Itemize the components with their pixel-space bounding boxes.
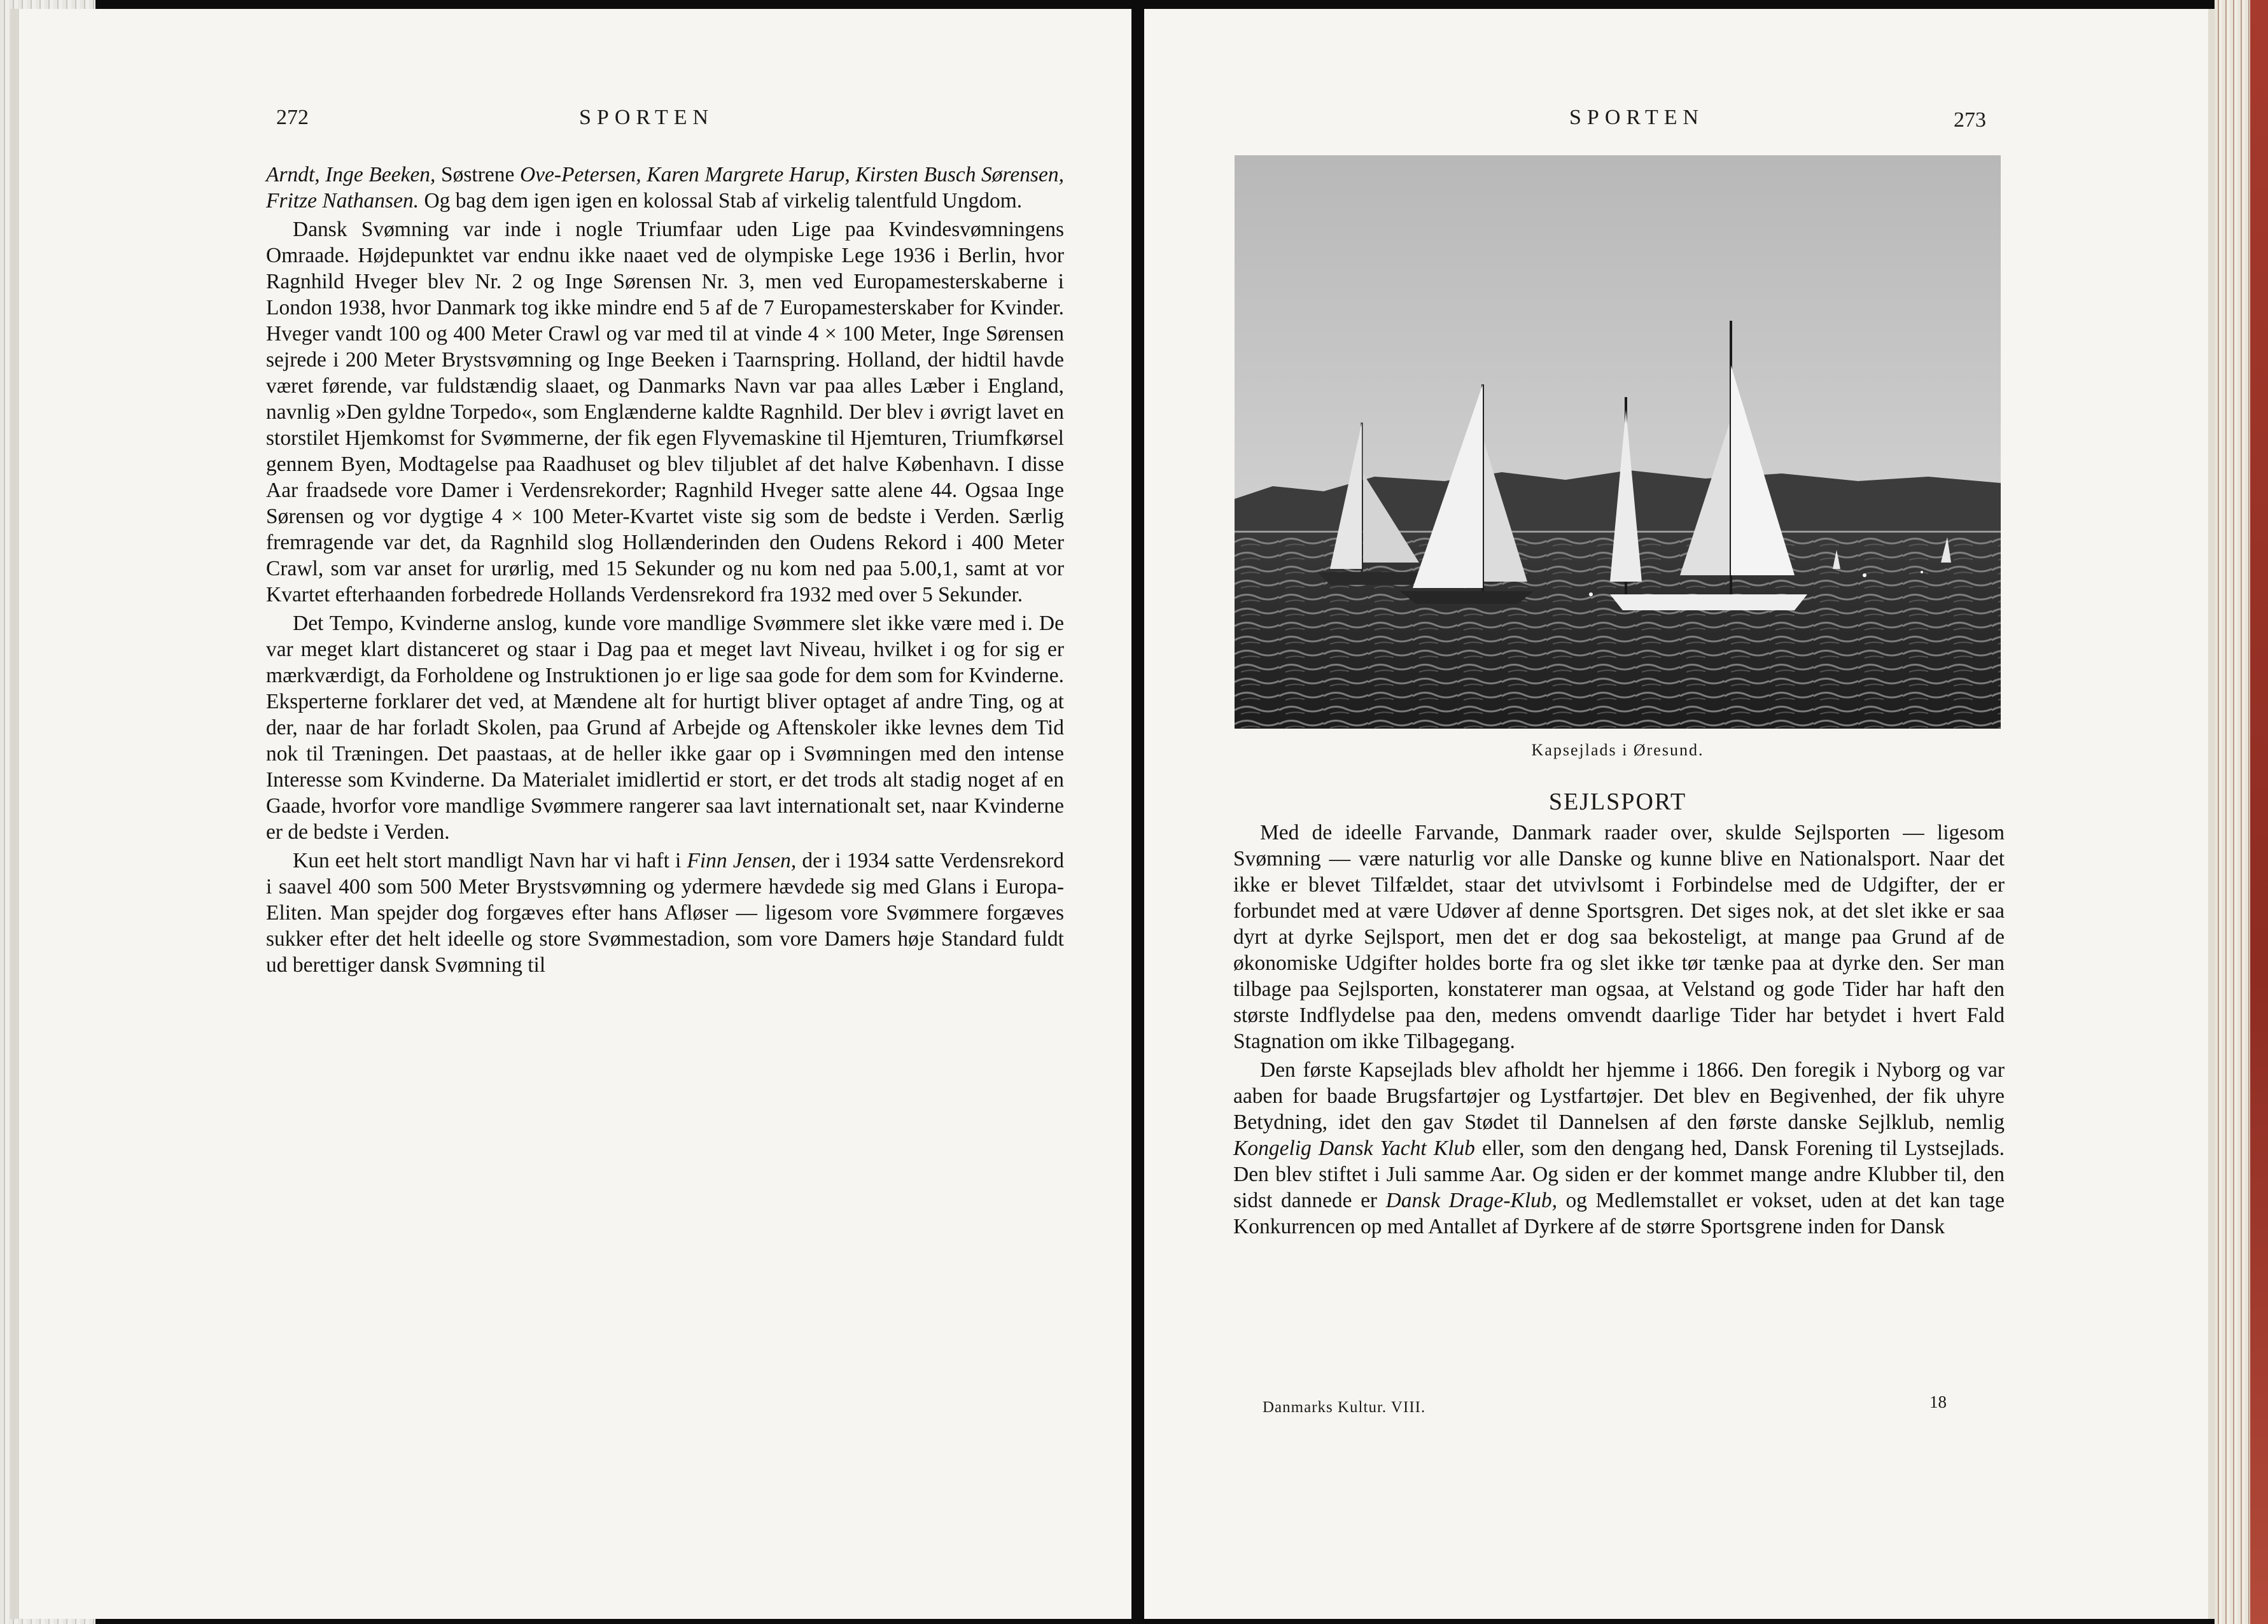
italic-name: Kongelig Dansk Yacht Klub (1233, 1137, 1475, 1160)
text-run: Den første Kapsejlads blev afholdt her hjemme i 1866. Den foregik i Nyborg og var aaben for baade Brugsfartøjer og Lystfartøjer. Det blev en Begivenhed, der fik uhyre Betydning, idet den gav Stødet til Dannelsen af den første danske Sejlklub, nemlig (1233, 1058, 2005, 1134)
sailboats-image (1235, 155, 2001, 729)
paragraph (266, 610, 1064, 845)
italic-name: Ove-Petersen, Karen Margrete Harup, Kirsten Busch Sørensen, Fritze Nathansen. (266, 163, 1064, 213)
book-red-edge (2250, 0, 2268, 1624)
text-run: Og bag dem igen igen en kolossal Stab af virkelig talentfuld Ungdom. (419, 189, 1023, 213)
sailing-photo (1235, 155, 2001, 729)
paragraph (266, 848, 1064, 978)
left-page (10, 9, 1131, 1619)
text-run: Søstrene (435, 163, 520, 186)
left-body-text (266, 162, 1064, 978)
right-page (1144, 9, 2215, 1619)
italic-name: Finn Jensen, (687, 849, 797, 872)
footer-sheet-number: 18 (1929, 1392, 1947, 1411)
text-run: Med de ideelle Farvande, Danmark raader over, skulde Sejlsporten — ligesom Svømning — være naturlig vor alle Danske og kunne blive en Nationalsport. Naar det ikke er blevet Tilfældet, staar det utvivlsomt i Forbindelse med de Udgifter, der er forbundet med at være Udøver af denne Sportsgren. Det siges nok, at det slet ikke er saa dyrt at dyrke Sejlsport, men det er dog saa bekosteligt, at mange paa Grund af de økonomiske Udgifter holdes borte fra og slet ikke tør tænke paa at dyrke den. Ser man tilbage paa Sejlsporten, konstaterer man ogsaa, at Velstand og gode Tider har haft den største Indflydelse paa den, medens omvendt daarlige Tider har betydet i hvert Fald Stagnation om ikke Tilbagegang. (1233, 821, 2005, 1053)
text-run: der i 1934 satte Verdensrekord i saavel 400 som 500 Meter Brystsvømning og ydermere hævdede sig med Glans i Europa-Eliten. Man spejder dog forgæves efter hans Afløser — ligesom vore Svømmere forgæves sukker efter det helt ideelle og store Svømmestadion, som vore Damers høje Standard fuldt ud berettiger dansk Svømning til (266, 849, 1064, 977)
section-title: SEJLSPORT (1548, 788, 1687, 815)
running-head-right: SPORTEN (1569, 106, 1705, 129)
text-run: og Medlemstallet er vokset, uden at det kan tage Konkurrencen op med Antallet af Dyrkere af de større Sportsgrene inden for Dansk (1233, 1189, 2005, 1238)
text-run: Kun eet helt stort mandligt Navn har vi haft i (293, 849, 687, 872)
paragraph (266, 216, 1064, 608)
page-number-left: 272 (276, 106, 309, 129)
photo-caption: Kapsejlads i Øresund. (1531, 741, 1704, 759)
paragraph (266, 162, 1064, 214)
italic-name: Arndt, Inge Beeken, (266, 163, 436, 186)
right-body-text (1233, 820, 2005, 1240)
paragraph (1233, 820, 2005, 1054)
text-run: eller, som den dengang hed, Dansk Forening til Lystsejlads. Den blev stiftet i Juli samme Aar. Og siden er der kommet mange andre Klubber til, den sidst dannede er (1233, 1137, 2005, 1212)
footer-signature: Danmarks Kultur. VIII. (1263, 1399, 1426, 1416)
page-number-right: 273 (1954, 108, 1986, 132)
paragraph (1233, 1057, 2005, 1240)
running-head-left: SPORTEN (579, 106, 715, 129)
text-run: Det Tempo, Kvinderne anslog, kunde vore mandlige Svømmere slet ikke være med i. De var meget klart distanceret og staar i Dag paa et meget lavt Niveau, hvilket i og for sig er mærkværdigt, da Forholdene og Instruktionen jo er lige saa gode for dem som for Kvinderne. Eksperterne forklarer det ved, at Mændene alt for hurtigt bliver optaget af andre Ting, og at der, naar de har forladt Skolen, paa Grund af Arbejde og Aftenskoler ikke levnes dem Tid nok til Træningen. Det paastaas, at de heller ikke gaar op i Svømningen med den intense Interesse som Kvinderne. Da Materialet imidlertid er stort, er det trods alt stadig noget af en Gaade, hvorfor vore mandlige Svømmere rangerer saa lavt internationalt set, naar Kvinderne er de bedste i Verden. (266, 612, 1064, 844)
text-run: Dansk Svømning var inde i nogle Triumfaar uden Lige paa Kvindesvømningens Omraade. Højdepunktet var endnu ikke naaet ved de olympiske Lege 1936 i Berlin, hvor Ragnhild Hveger blev Nr. 2 og Inge Sørensen Nr. 3, men ved Europamesterskaberne i London 1938, hvor Danmark tog ikke mindre end 5 af de 7 Europamesterskaber for Kvinder. Hveger vandt 100 og 400 Meter Crawl og var med til at vinde 4 × 100 Meter, Inge Sørensen sejrede i 200 Meter Brystsvømning og Inge Beeken i Taarnspring. Holland, der hidtil havde været førende, var fuldstændig slaaet, og Danmarks Navn var paa alles Læber i England, navnlig »Den gyldne Torpedo«, som Englænderne kaldte Ragnhild. Der blev i øvrigt lavet en storstilet Hjemkomst for Svømmerne, der fik egen Flyvemaskine til Hjemturen, Triumfkørsel gennem Byen, Modtagelse paa Raadhuset og blev tiljublet af det halve København. I disse Aar fraadsede vore Damer i Verdensrekorder; Ragnhild Hveger satte alene 44. Ogsaa Inge Sørensen og vor dygtige 4 × 100 Meter-Kvartet viste sig som de bedste i Verden. Særlig fremragende var det, da Ragnhild slog Hollænderinden den Oudens Rekord i 400 Meter Crawl, som var anset for urørlig, med 15 Sekunder og nu kom ned paa 5.00,1, samt at vor Kvartet efterhaanden forbedrede Hollands Verdensrekord fra 1932 med over 5 Sekunder. (266, 218, 1064, 606)
italic-name: Dansk Drage-Klub, (1385, 1189, 1557, 1212)
